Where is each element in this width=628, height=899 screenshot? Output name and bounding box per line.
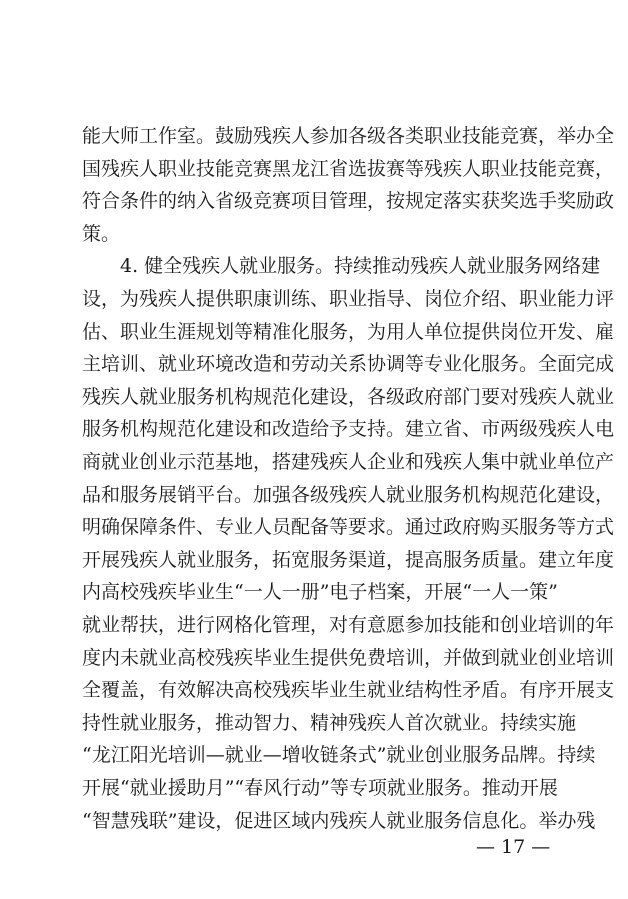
text-line: 残疾人就业服务机构规范化建设，各级政府部门要对残疾人就业 <box>82 385 615 408</box>
text-line: 服务机构规范化建设和改造给予支持。建立省、市两级残疾人电 <box>82 418 615 441</box>
text-line: 内高校残疾毕业生“一人一册”电子档案，开展“一人一策” <box>82 581 558 604</box>
text-line: 持性就业服务，推动智力、精神残疾人首次就业。持续实施 <box>82 711 577 734</box>
text-line: “智慧残联”建设，促进区域内残疾人就业服务信息化。举办残 <box>82 809 596 832</box>
text-line: “龙江阳光培训—就业—增收链条式”就业创业服务品牌。持续 <box>82 744 596 767</box>
text-line: 策。 <box>82 222 121 245</box>
text-line: 开展残疾人就业服务，拓宽服务渠道，提高服务质量。建立年度 <box>82 548 615 571</box>
text-line: 明确保障条件、专业人员配备等要求。通过政府购买服务等方式 <box>82 516 615 539</box>
text-line: 商就业创业示范基地，搭建残疾人企业和残疾人集中就业单位产 <box>82 451 615 473</box>
text-line: 设，为残疾人提供职康训练、职业指导、岗位介绍、职业能力评 <box>82 288 615 310</box>
text-line: 开展“就业援助月”“春风行动”等专项就业服务。推动开展 <box>82 777 558 799</box>
text-line: 主培训、就业环境改造和劳动关系协调等专业化服务。全面完成 <box>82 353 615 376</box>
text-line: 品和服务展销平台。加强各级残疾人就业服务机构规范化建设， <box>82 483 615 506</box>
section-heading-line: 4. 健全残疾人就业服务。持续推动残疾人就业服务网络建 <box>120 255 601 278</box>
text-line: 能大师工作室。鼓励残疾人参加各级各类职业技能竞赛，举办全 <box>82 125 615 147</box>
text-line: 国残疾人职业技能竞赛黑龙江省选拔赛等残疾人职业技能竞赛， <box>82 157 615 180</box>
text-line: 估、职业生涯规划等精准化服务，为用人单位提供岗位开发、雇 <box>82 320 615 343</box>
text-line: 符合条件的纳入省级竞赛项目管理，按规定落实获奖选手奖励政 <box>82 190 615 213</box>
text-line: 度内未就业高校残疾毕业生提供免费培训，并做到就业创业培训 <box>82 646 615 669</box>
page-number: — 17 — <box>476 836 551 859</box>
text-line: 就业帮扶，进行网格化管理，对有意愿参加技能和创业培训的年 <box>82 614 615 636</box>
text-line: 全覆盖，有效解决高校残疾毕业生就业结构性矛盾。有序开展支 <box>82 679 615 702</box>
